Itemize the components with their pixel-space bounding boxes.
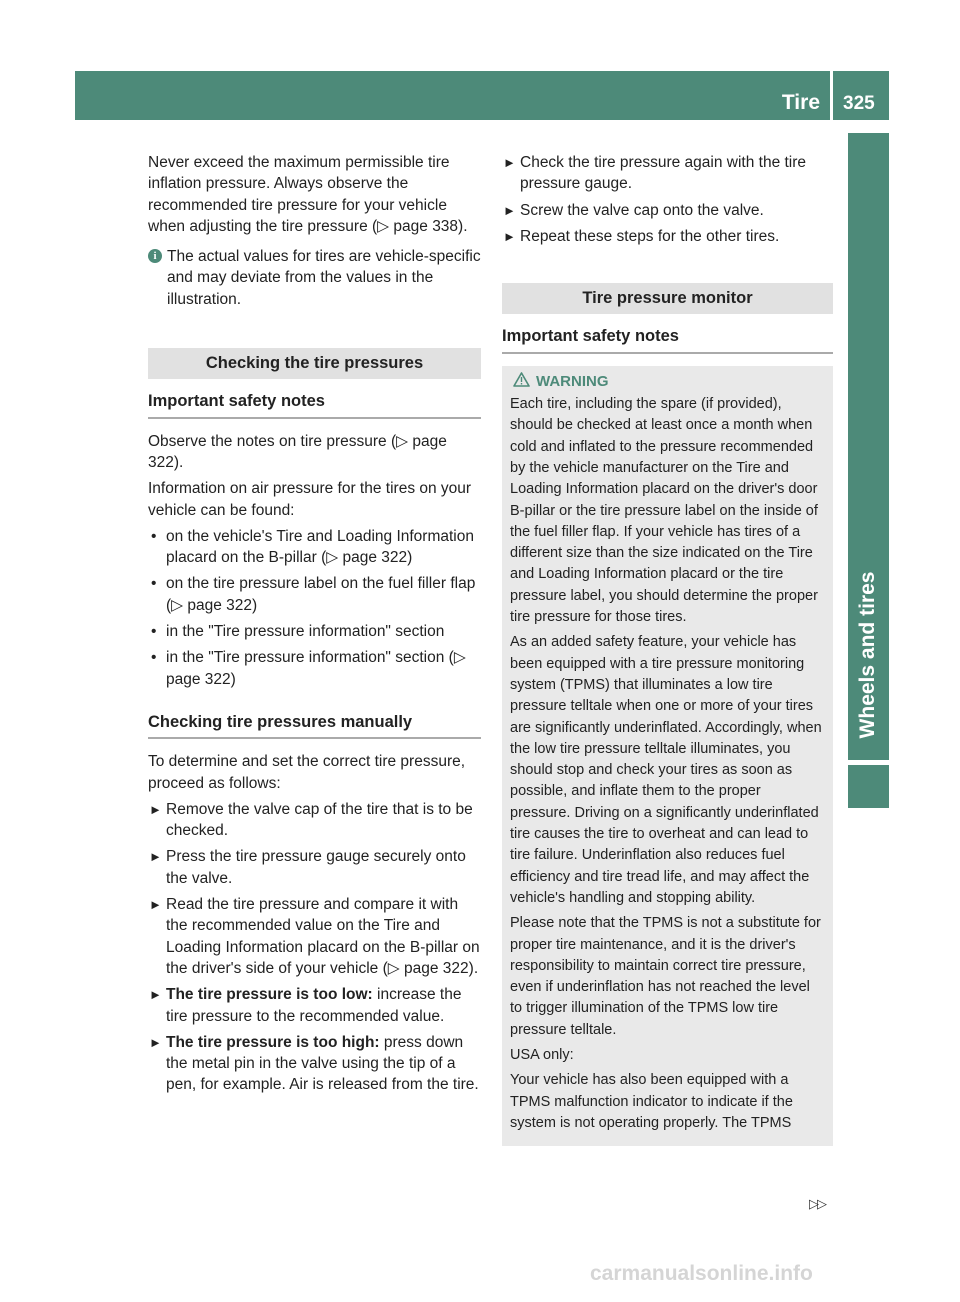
step-item [148,984,481,1027]
side-tab-marker [848,765,889,808]
step-arrow-icon: ► [149,987,162,1003]
list-item: • in the "Tire pressure information" section [151,623,445,641]
list-item: • on the vehicle's Tire and Loading Information placard on the B-pillar (▷ page 322) [151,527,474,567]
section-heading-monitor: Tire pressure monitor [502,283,833,314]
step-item [148,799,481,842]
step-text: Press the tire pressure gauge securely onto the valve. [166,848,466,887]
page-title: Tire pressure [731,91,820,138]
intro-paragraph: Never exceed the maximum permissible tire inflation pressure. Always observe the recommended tire pressure for your vehicle when adjusting the tire pressure (▷ page 338). [148,154,468,235]
manual-intro: To determine and set the correct tire pressure, proceed as follows: [148,753,466,792]
step-text: Repeat these steps for the other tires. [520,227,780,245]
list-item-text: on the vehicle's Tire and Loading Information placard on the B-pillar (▷ page 322) [166,527,474,567]
step-item [502,200,833,221]
watermark: carmanualsonline.info [590,1262,813,1285]
step-bold: The tire pressure is too low: [166,986,373,1004]
step-item [502,152,833,195]
list-item: • in the "Tire pressure information" section (▷ page 322) [151,649,466,688]
step-arrow-icon: ► [149,849,162,865]
info-found-paragraph: Information on air pressure for the tires on your vehicle can be found: [148,480,472,519]
step-item [148,1032,481,1096]
step-arrow-icon: ► [149,897,162,913]
list-item-text: in the "Tire pressure information" section (▷ page 322) [166,649,466,688]
warning-paragraph: As an added safety feature, your vehicle has been equipped with a tire pressure monitoring system (TPMS) that illuminates a low tire pressure telltale when one or more of your tires are significantly underinflated. Accordingly, when the low tire pressure telltale illuminates, you should stop and check your tires as soon as possible, and inflate them to the proper pressure. Driving on a significantly underinflated tire causes the tire to overheat and can lead to tire failure. Underinflation also reduces fuel efficiency and tire tread life, and may affect the vehicle's handling and stopping ability. [510,634,822,906]
info-icon: i [148,249,162,263]
list-item-text: in the "Tire pressure information" section [166,623,445,641]
page-number-box [833,71,889,120]
warning-title [510,371,825,392]
step-text: increase the tire pressure to the recommended value. [166,986,462,1025]
right-column [502,152,833,1146]
step-arrow-icon: ► [503,228,516,244]
step-text: Remove the valve cap of the tire that is to be checked. [166,800,473,840]
continue-marker: ▷▷ [809,1196,825,1211]
step-bold: The tire pressure is too high: [166,1033,380,1051]
step-arrow-icon: ► [149,801,162,817]
warning-box [502,366,833,1146]
subheading-manual: Checking tire pressures manually [148,712,481,739]
step-item [148,894,481,979]
left-column [148,152,481,1101]
section-heading-checking: Checking the tire pressures [148,348,481,379]
observe-paragraph: Observe the notes on tire pressure (▷ page 322). [148,432,447,471]
step-text: Check the tire pressure again with the tire pressure gauge. [520,154,807,193]
step-arrow-icon: ► [149,1034,162,1050]
warning-paragraph: USA only: [510,1046,574,1063]
step-arrow-icon: ► [503,155,516,170]
subheading-monitor-safety: Important safety notes [502,326,833,353]
info-note-text: The actual values for tires are vehicle-specific and may deviate from the values in the illustration. [167,248,481,308]
step-item [502,226,833,247]
side-tab-label: Wheels and tires [856,571,879,739]
step-item [148,846,481,889]
subheading-safety: Important safety notes [148,391,481,418]
warning-title-text: WARNING [536,372,609,390]
step-text: Screw the valve cap onto the valve. [520,201,764,219]
step-text: Read the tire pressure and compare it with the recommended value on the Tire and Loading Information placard on the B-pillar on the driver's side of your vehicle (▷ page 322). [166,896,480,977]
list-item: • on the tire pressure label on the fuel filler flap (▷ page 322) [151,575,476,614]
page-number: 325 [843,93,875,114]
step-arrow-icon: ► [503,202,516,218]
warning-paragraph: Each tire, including the spare (if provided), should be checked at least once a month when cold and inflated to the pressure recommended by the vehicle manufacturer on the Tire and Loading Information placard on the driver's door B-pillar or the tire pressure label on the inside of the fuel filler flap. If your vehicle has tires of a different size than the size indicated on the Tire and Loading Information placard or the tire pressure label, you should determine the proper tire pressure for those tires. [510,396,818,626]
step-text: press down the metal pin in the valve using the tip of a pen, for example. Air is released from the tire. [166,1033,479,1094]
list-item-text: on the tire pressure label on the fuel filler flap (▷ page 322) [166,575,476,614]
info-note [148,246,481,310]
warning-icon [513,372,530,387]
warning-paragraph: Please note that the TPMS is not a substitute for proper tire maintenance, and it is the driver's responsibility to maintain correct tire pressure, even if underinflation has not reached the level to trigger illumination of the TPMS low tire pressure telltale. [510,915,821,1038]
warning-paragraph: Your vehicle has also been equipped with a TPMS malfunction indicator to indicate if the system is not operating properly. The TPMS [510,1072,793,1131]
